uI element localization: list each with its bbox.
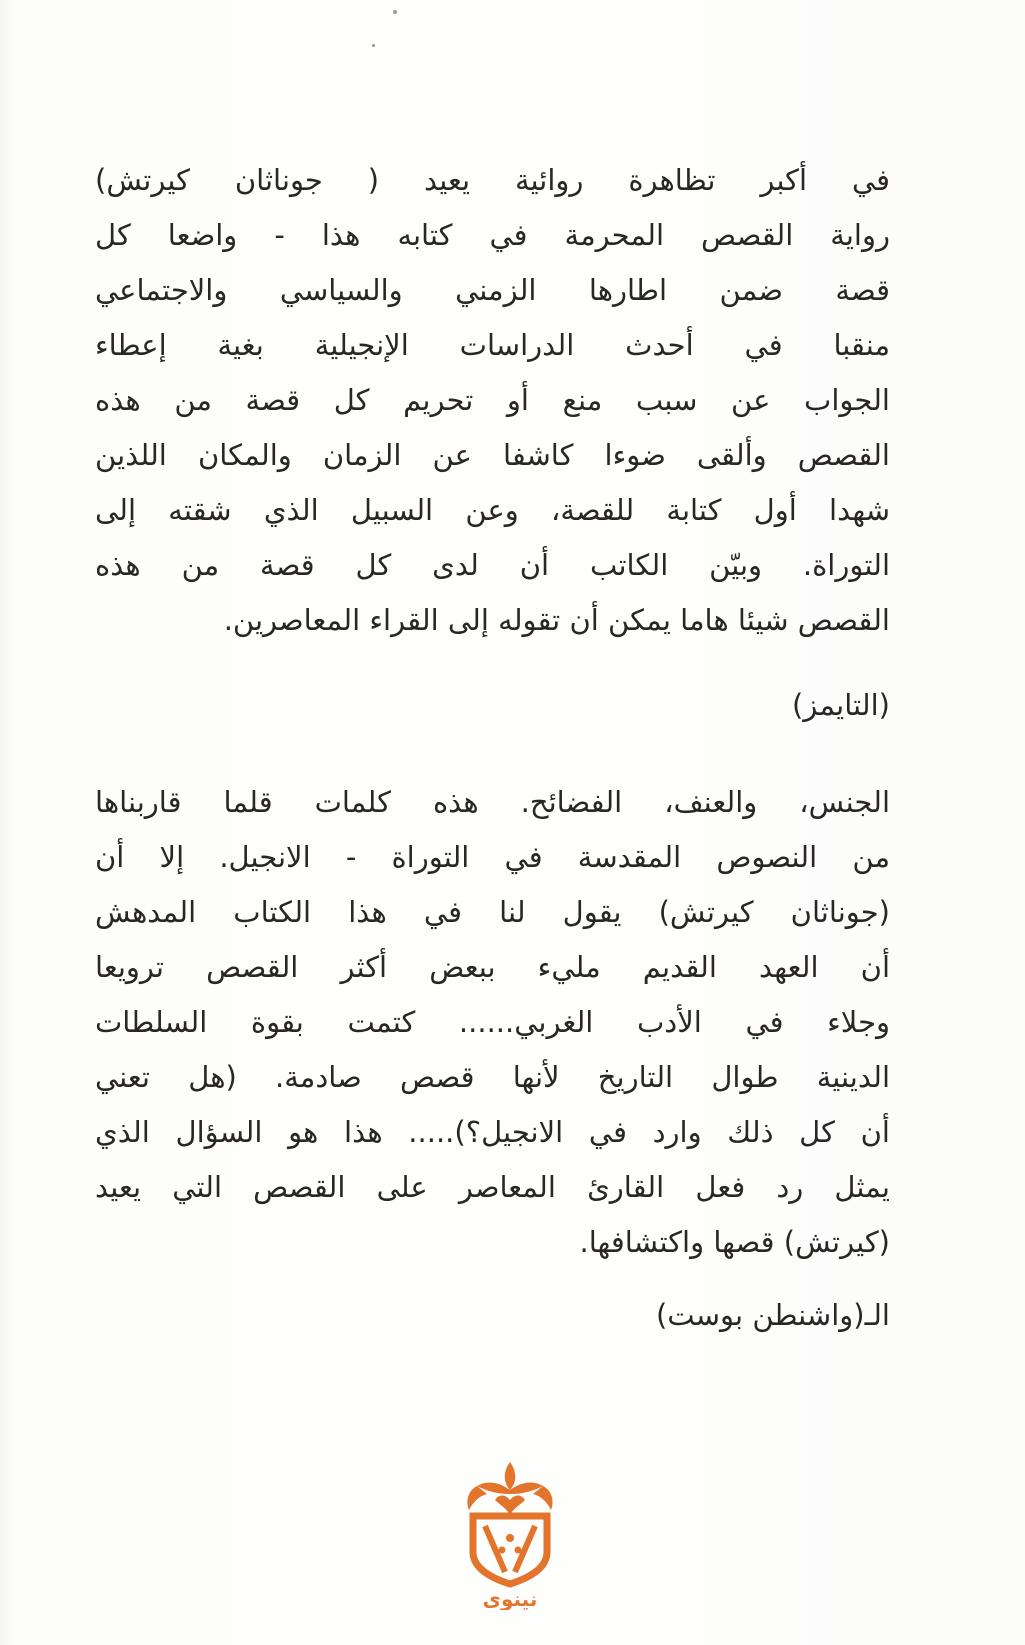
paper-speck	[393, 10, 397, 14]
review-credit-times: (التايمز)	[792, 688, 890, 722]
passage-line: القصص شيئا هاما يمكن أن تقوله إلى القراء المعاصرين.	[223, 603, 890, 637]
passage-line: الجواب عن سبب منع أو تحريم كل قصة من هذه	[95, 383, 890, 417]
passage-line: منقبا في أحدث الدراسات الإنجيلية بغية إعطاء	[95, 328, 890, 362]
passage-line: القصص وألقى ضوءا كاشفا عن الزمان والمكان اللذين	[95, 438, 890, 472]
passage-line: (كيرتش) قصها واكتشافها.	[579, 1225, 890, 1259]
passage-line: رواية القصص المحرمة في كتابه هذا - واضعا كل	[95, 218, 890, 252]
review-credit-washington-post: الـ(واشنطن بوست)	[655, 1298, 890, 1332]
passage-line: الدينية طوال التاريخ لأنها قصص صادمة. (هل تعني	[95, 1060, 890, 1094]
passage-line: أن كل ذلك وارد في الانجيل؟)..... هذا هو السؤال الذي	[95, 1115, 890, 1149]
passage-line: الجنس، والعنف، الفضائح. هذه كلمات قلما قاربناها	[95, 785, 890, 819]
passage-line: يمثل رد فعل القارئ المعاصر على القصص التي يعيد	[95, 1170, 890, 1204]
passage-line: من النصوص المقدسة في التوراة - الانجيل. إلا أن	[95, 840, 890, 874]
passage-line: أن العهد القديم مليء ببعض أكثر القصص ترويعا	[95, 950, 890, 984]
passage-line: وجلاء في الأدب الغربي...... كتمت بقوة السلطات	[95, 1005, 890, 1039]
review-passage-1	[95, 153, 890, 648]
paper-speck	[372, 44, 375, 47]
review-passage-2	[95, 775, 890, 1270]
passage-line: في أكبر تظاهرة روائية يعيد ( جوناثان كيرتش)	[95, 163, 890, 197]
ninawa-publisher-logo-icon	[455, 1460, 565, 1610]
publisher-name: نينوى	[482, 1587, 538, 1610]
passage-line: التوراة. وبيّن الكاتب أن لدى كل قصة من هذه	[95, 548, 890, 582]
passage-line: (جوناثان كيرتش) يقول لنا في هذا الكتاب المدهش	[95, 895, 890, 929]
passage-line: قصة ضمن اطارها الزمني والسياسي والاجتماعي	[95, 273, 890, 307]
passage-line: شهدا أول كتابة للقصة، وعن السبيل الذي شقته إلى	[95, 493, 890, 527]
